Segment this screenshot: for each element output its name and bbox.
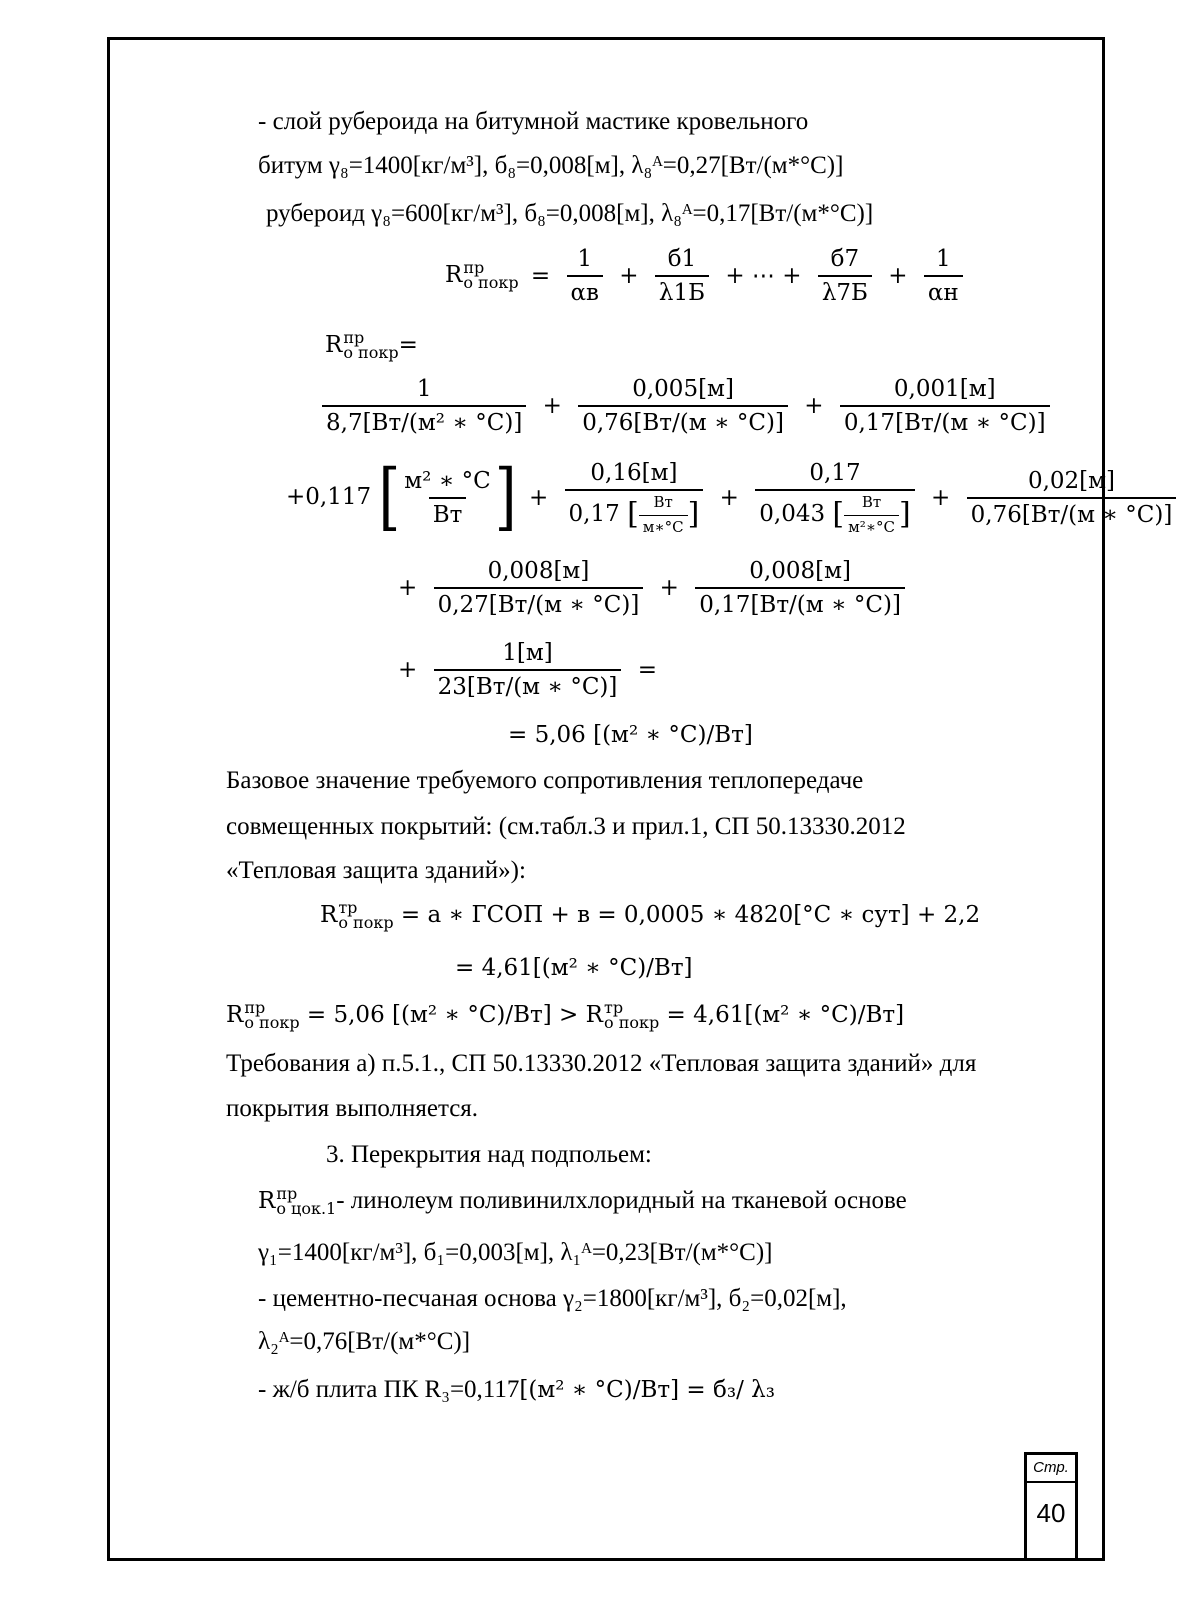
formula-r-required: R тр о покр = а ∗ ГСОП + в = 0,0005 ∗ 4820[°С ∗ сут] + 2,2 [320, 898, 981, 932]
text-line-ruberoid: рубероид γ₈=600[кг/м³], б₈=0,008[м], λ₈ᴬ=0,17[Вт/(м*°С)] [266, 200, 874, 227]
text-base-value-3: «Тепловая защита зданий»): [226, 857, 526, 884]
text-line-roofing-layer: - слой рубероида на битумной мастике кровельного [258, 108, 809, 135]
text-linoleum: R пр о цок.1 - линолеум поливинилхлоридный на тканевой основе [258, 1184, 907, 1218]
text-base-value-2: совмещенных покрытий: (см.табл.3 и прил.1, СП 50.13330.2012 [226, 813, 906, 840]
formula-result: = 5,06 [(м² ∗ °С)/Вт] [508, 722, 753, 748]
text-cement-base: - цементно-песчаная основа γ₂=1800[кг/м³], б₂=0,02[м], [258, 1285, 847, 1312]
text-requirement-1: Требования а) п.5.1., СП 50.13330.2012 «Тепловая защита зданий» для [226, 1050, 977, 1077]
text-line-bitumen: битум γ₈=1400[кг/м³], б₈=0,008[м], λ₈ᴬ=0,27[Вт/(м*°С)] [258, 152, 844, 179]
formula-r-required-value: = 4,61[(м² ∗ °С)/Вт] [455, 955, 693, 981]
section-heading-floors: 3. Перекрытия над подпольем: [326, 1141, 652, 1168]
r-symbol: R [445, 262, 463, 289]
formula-row-d: + $\frac{1[м]}{23[Вт/(м ∗ ^\circ С)]}$ = [398, 640, 657, 701]
text-slab: - ж/б плита ПК R₃=0,117[(м² ∗ °С)/Вт] = б₃/ λ₃ [258, 1376, 775, 1403]
page-number-stamp [1024, 1452, 1078, 1558]
text-base-value-1: Базовое значение требуемого сопротивления теплопередаче [226, 767, 864, 794]
formula-r-general: R пр о покр = $\frac{1}{\alpha в}$ + $\frac{б1}{\lambda 1Б}$ + ⋯ + $\frac{б7}{\lambda 7Б}$ + $\frac{1}{\alpha н}$ [445, 246, 967, 307]
text-cement-lambda: λ₂ᴬ=0,76[Вт/(м*°С)] [258, 1328, 471, 1355]
formula-comparison: R пр о покр = 5,06 [(м² ∗ °С)/Вт] > R тр о покр = 4,61[(м² ∗ °С)/Вт] [226, 998, 905, 1032]
text-requirement-2: покрытия выполняется. [226, 1095, 479, 1122]
text-linoleum-props: γ₁=1400[кг/м³], б₁=0,003[м], λ₁ᴬ=0,23[Вт/(м*°С)] [258, 1239, 773, 1266]
page-label: Стр. [1027, 1455, 1075, 1483]
page-number: 40 [1036, 1498, 1066, 1528]
formula-row-b: +0,117 [ $\frac{\text{м² ∗ °С}}{Вт}$ ] + 0,16[м] 0,17 [ $\frac{Вт}{м∗^\circ С}$ ] + 0,17 0,043 [ $\frac{Вт}{\text{м²∗°С}}$ ] + $\frac{0,02[м]}{0,76[Вт/(м ∗ ^\circ С)]}$ [286, 460, 1180, 536]
formula-r-label: R пр о покр = [325, 328, 418, 362]
formula-row-c: + $\frac{0,008[м]}{0,27[Вт/(м ∗ ^\circ С)]}$ + $\frac{0,008[м]}{0,17[Вт/(м ∗ ^\circ С)]}$ [393, 558, 909, 619]
formula-row-a: $\frac{1}{\text{8,7[Вт/(м² ∗ °С)]}}$ + $\frac{0,005[м]}{0,76[Вт/(м ∗ ^\circ С)]}$ + $\frac{0,001[м]}{0,17[Вт/(м ∗ ^\circ С)]}$ [318, 376, 1054, 437]
